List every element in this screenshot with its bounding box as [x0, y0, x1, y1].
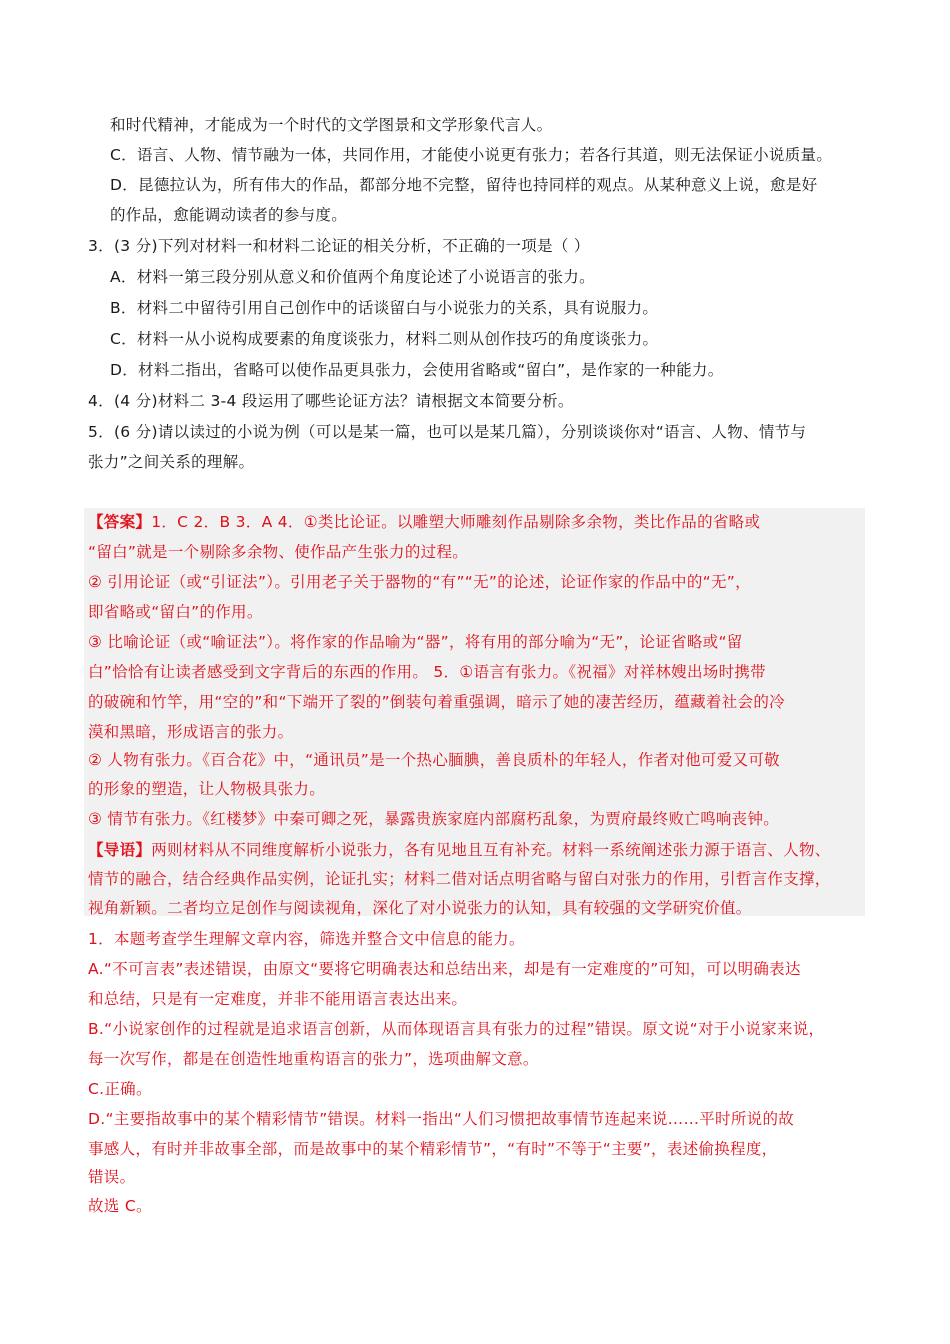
explanation-line7: D.“主要指故事中的某个精彩情节”错误。材料一指出“人们习惯把故事情节连起来说……平时所说的故 — [88, 1110, 795, 1128]
explanation-line2: A.“不可言表”表述错误，由原文“要将它明确表达和总结出来，却是有一定难度的”可知，可以明确表达 — [88, 960, 801, 978]
guide-line3: 视角新颖。二者均立足创作与阅读视角，深化了对小说张力的认知，具有较强的文学研究价值。 — [88, 899, 752, 917]
answer-line9: ② 人物有张力。《百合花》中，“通讯员”是一个热心腼腆，善良质朴的年轻人，作者对他可爱又可敬 — [88, 751, 780, 769]
answer-line2: “留白”就是一个剔除多余物、使作品产生张力的过程。 — [88, 543, 469, 561]
answer-line6: 白”恰恰有让读者感受到文字背后的东西的作用。 5．①语言有张力。《祝福》对祥林嫂出场时携带 — [88, 663, 766, 681]
guide-text: 两则材料从不同维度解析小说张力，各有见地且互有补充。材料一系统阐述张力源于语言、人物、 — [151, 841, 831, 859]
question-4: 4．(4 分)材料二 3-4 段运用了哪些论证方法？请根据文本简要分析。 — [88, 392, 574, 410]
q2-option-d-line1: D．昆德拉认为，所有伟大的作品，都部分地不完整，留待也持同样的观点。从某种意义上说，愈是好 — [110, 176, 818, 194]
q2-option-c: C．语言、人物、情节融为一体，共同作用，才能使小说更有张力；若各行其道，则无法保证小说质量。 — [110, 146, 833, 164]
explanation-line6: C.正确。 — [88, 1080, 152, 1098]
q2-option-d-line2: 的作品，愈能调动读者的参与度。 — [110, 206, 348, 224]
answer-line5: ③ 比喻论证（或“喻证法”）。将作家的作品喻为“器”，将有用的部分喻为“无”，论证省略或“留 — [88, 633, 743, 651]
explanation-line4: B.“小说家创作的过程就是追求语言创新，从而体现语言具有张力的过程”错误。原文说“对于小说家来说， — [88, 1020, 825, 1038]
answer-line3: ② 引用论证（或“引证法”）。引用老子关于器物的“有”“无”的论述，论证作家的作品中的“无”， — [88, 573, 751, 591]
answer-tag: 【答案】 — [88, 513, 152, 531]
answer-line4: 即省略或“留白”的作用。 — [88, 603, 263, 621]
explanation-line8: 事感人，有时并非故事全部，而是故事中的某个精彩情节”，“有时”不等于“主要”，表述偷换程度， — [88, 1140, 778, 1158]
q3-option-d: D．材料二指出，省略可以使作品更具张力，会使用省略或“留白”，是作家的一种能力。 — [110, 361, 724, 379]
answer-line10: 的形象的塑造，让人物极具张力。 — [88, 780, 326, 798]
q2-option-b-continuation: 和时代精神，才能成为一个时代的文学图景和文学形象代言人。 — [110, 116, 553, 134]
guide-tag: 【导语】 — [88, 841, 152, 859]
question-5-line1: 5．(6 分)请以读过的小说为例（可以是某一篇，也可以是某几篇），分别谈谈你对“语言、人物、情节与 — [88, 423, 807, 441]
explanation-line10: 故选 C。 — [88, 1197, 152, 1215]
guide-line2: 情节的融合，结合经典作品实例，论证扎实；材料二借对话点明省略与留白对张力的作用，引哲言作支撑， — [88, 870, 831, 888]
q3-option-b: B．材料二中留待引用自己创作中的话谈留白与小说张力的关系，具有说服力。 — [110, 299, 659, 317]
answer-line8: 漠和黑暗，形成语言的张力。 — [88, 723, 294, 741]
answer-text: 1．C 2．B 3．A 4．①类比论证。以雕塑大师雕刻作品剔除多余物，类比作品的省略或 — [151, 513, 761, 531]
q3-option-a: A．材料一第三段分别从意义和价值两个角度论述了小说语言的张力。 — [110, 268, 595, 286]
answer-line11: ③ 情节有张力。《红楼梦》中秦可卿之死，暴露贵族家庭内部腐朽乱象，为贾府最终败亡鸣响丧钟。 — [88, 810, 780, 828]
q3-option-c: C．材料一从小说构成要素的角度谈张力，材料二则从创作技巧的角度谈张力。 — [110, 330, 659, 348]
answer-line1 — [88, 512, 760, 532]
explanation-line5: 每一次写作，都是在创造性地重构语言的张力”，选项曲解文意。 — [88, 1050, 539, 1068]
answer-line7: 的破碗和竹竿，用“空的”和“下端开了裂的”倒装句着重强调，暗示了她的凄苦经历，蕴藏着社会的冷 — [88, 693, 785, 711]
guide-line1 — [88, 840, 831, 860]
explanation-line3: 和总结，只是有一定难度，并非不能用语言表达出来。 — [88, 990, 468, 1008]
question-3: 3．(3 分)下列对材料一和材料二论证的相关分析，不正确的一项是（ ） — [88, 237, 590, 255]
question-5-line2: 张力”之间关系的理解。 — [88, 453, 255, 471]
explanation-line9: 错误。 — [88, 1168, 136, 1186]
explanation-line1: 1．本题考查学生理解文章内容，筛选并整合文中信息的能力。 — [88, 930, 525, 948]
